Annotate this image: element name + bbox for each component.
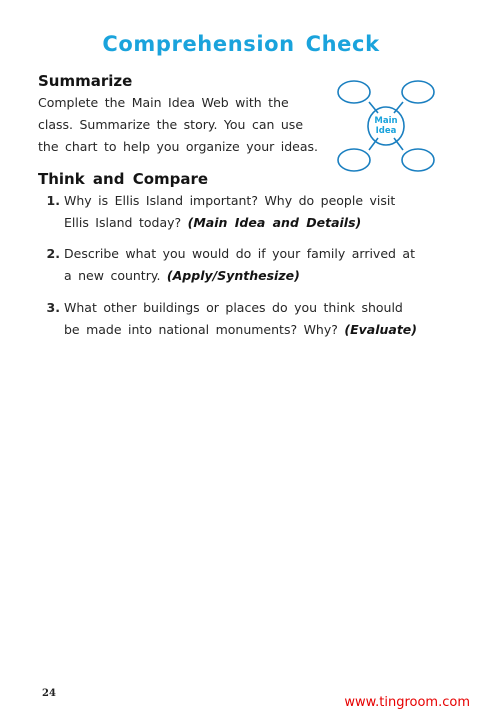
- page-title: Comprehension Check: [102, 32, 380, 56]
- summarize-paragraph: [38, 92, 318, 158]
- web-outer-bubble: [402, 149, 434, 171]
- summarize-line: Complete the Main Idea Web with the: [38, 95, 289, 110]
- question-line: Describe what you would do if your family arrived at: [64, 246, 415, 261]
- think-compare-heading: Think and Compare: [38, 170, 209, 188]
- question-skill-tag: (Evaluate): [344, 322, 417, 337]
- web-outer-bubble: [402, 81, 434, 103]
- question-item: [38, 243, 415, 287]
- question-number: 2.: [46, 246, 60, 261]
- summarize-heading: Summarize: [38, 72, 133, 90]
- website-watermark: www.tingroom.com: [344, 695, 470, 710]
- question-skill-tag: (Main Idea and Details): [187, 215, 362, 230]
- question-item: [38, 190, 395, 234]
- web-outer-bubble: [338, 81, 370, 103]
- web-center-label: Idea: [375, 126, 397, 136]
- web-outer-bubble: [338, 149, 370, 171]
- question-line: a new country.: [64, 268, 161, 283]
- question-item: [38, 297, 417, 341]
- summarize-line: the chart to help you organize your ideas.: [38, 139, 319, 154]
- question-skill-tag: (Apply/Synthesize): [166, 268, 300, 283]
- web-center-label: Main: [374, 116, 398, 126]
- question-line: Why is Ellis Island important? Why do people visit: [64, 193, 396, 208]
- main-idea-web-diagram: [336, 76, 436, 176]
- question-line: What other buildings or places do you think should: [64, 300, 403, 315]
- page-number: 24: [42, 688, 56, 699]
- question-number: 3.: [46, 300, 60, 315]
- question-line: Ellis Island today?: [64, 215, 182, 230]
- summarize-line: class. Summarize the story. You can use: [38, 117, 304, 132]
- question-number: 1.: [46, 193, 60, 208]
- question-line: be made into national monuments? Why?: [64, 322, 338, 337]
